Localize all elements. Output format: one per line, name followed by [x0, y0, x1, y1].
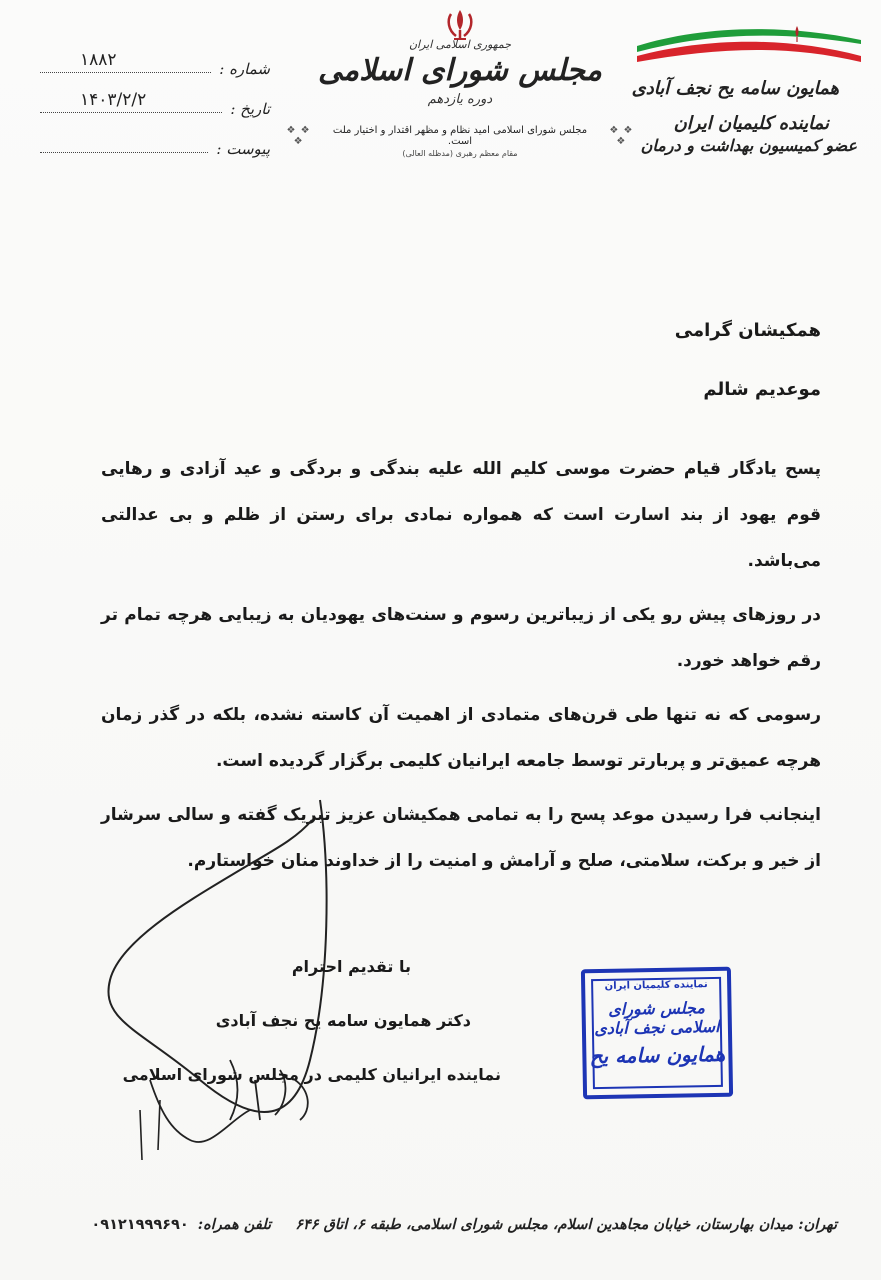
official-stamp [581, 967, 733, 1100]
reference-block [40, 38, 270, 158]
signer-title: نماینده ایرانیان کلیمی در مجلس شورای اسلامی [122, 1065, 501, 1084]
emblem-caption: جمهوری اسلامی ایران [408, 38, 512, 51]
date-row [40, 78, 270, 118]
representative-role: نماینده کلیمیان ایران [673, 113, 829, 134]
number-row [40, 38, 270, 78]
footer-address [91, 1216, 837, 1233]
attachment-row [40, 118, 270, 158]
paragraph-3: رسومی که نه تنها طی قرن‌های متمادی از اهمیت آن کاسته نشده، بلکه در گذر زمان هرچه عمیق‌تر و پربارتر توسط جامعه ایرانیان کلیمی برگزار گردیده است. [101, 705, 821, 771]
motto-source: مقام معظم رهبری (مدظله العالی) [402, 149, 518, 158]
stamp-bottom-text: همایون سامه یح [589, 1041, 726, 1069]
representative-committee: عضو کمیسیون بهداشت و درمان [640, 136, 857, 155]
paragraph-4: اینجانب فرا رسیدن موعد پسح را به تمامی همکیشان عزیز تبریک گفته و سالی سرشار از خیر و برکت، سلامتی، صلح و آرامش و امنیت را از خداوند منان خواستارم. [101, 805, 821, 871]
iran-emblem-icon [440, 8, 480, 42]
assembly-emblem-block [280, 8, 640, 158]
iran-flag-swoosh-icon [635, 22, 863, 74]
number-value: ۱۸۸۲ [80, 50, 117, 70]
stamp-top-text: نماینده کلیمیان ایران [604, 979, 708, 992]
mobile-number: ۰۹۱۲۱۹۹۹۶۹۰ [91, 1217, 189, 1233]
salutation-2: موعدیم شالم [703, 379, 821, 400]
date-value: ۱۴۰۳/۲/۲ [80, 90, 147, 110]
signature-block [91, 950, 511, 1112]
assembly-title: مجلس شورای اسلامی [318, 53, 602, 88]
closing-text: با تقدیم احترام [291, 957, 411, 976]
assembly-term: دوره یازدهم [427, 92, 493, 107]
date-label: تاریخ : [230, 100, 270, 118]
ornament-icon: ❖ ❖ ❖ [609, 125, 634, 147]
representative-name: همایون سامه یح نجف آبادی [631, 78, 839, 99]
ornament-icon: ❖ ❖ ❖ [286, 125, 311, 147]
attachment-label: پیوست : [216, 140, 270, 158]
address-text: تهران: میدان بهارستان، خیابان مجاهدین اسلام، مجلس شورای اسلامی، طبقه ۶، اتاق ۶۴۶ [295, 1216, 837, 1233]
representative-block [623, 22, 863, 155]
motto-text: مجلس شورای اسلامی امید نظام و مظهر اقتدار و اختیار ملت است. [332, 125, 588, 147]
motto-line [280, 125, 640, 147]
salutation-1: همکیشان گرامی [674, 320, 821, 341]
stamp-middle-text: مجلس شورای اسلامی نجف آبادی [594, 998, 720, 1039]
signer-name: دکتر همایون سامه یح نجف آبادی [215, 1011, 471, 1030]
mobile-label: تلفن همراه: [197, 1216, 272, 1233]
number-label: شماره : [219, 60, 270, 78]
paragraph-1: پسح یادگار قیام حضرت موسی کلیم الله علیه بندگی و بردگی و عید آزادی و رهایی قوم یهود از بند اسارت است که همواره نمادی برای رستن از ظلم و بی عدالتی می‌باشد. [101, 459, 821, 571]
paragraph-2: در روزهای پیش رو یکی از زیباترین رسوم و سنت‌های یهودیان به زیبایی هرچه تمام تر رقم خواهد خورد. [101, 605, 821, 671]
